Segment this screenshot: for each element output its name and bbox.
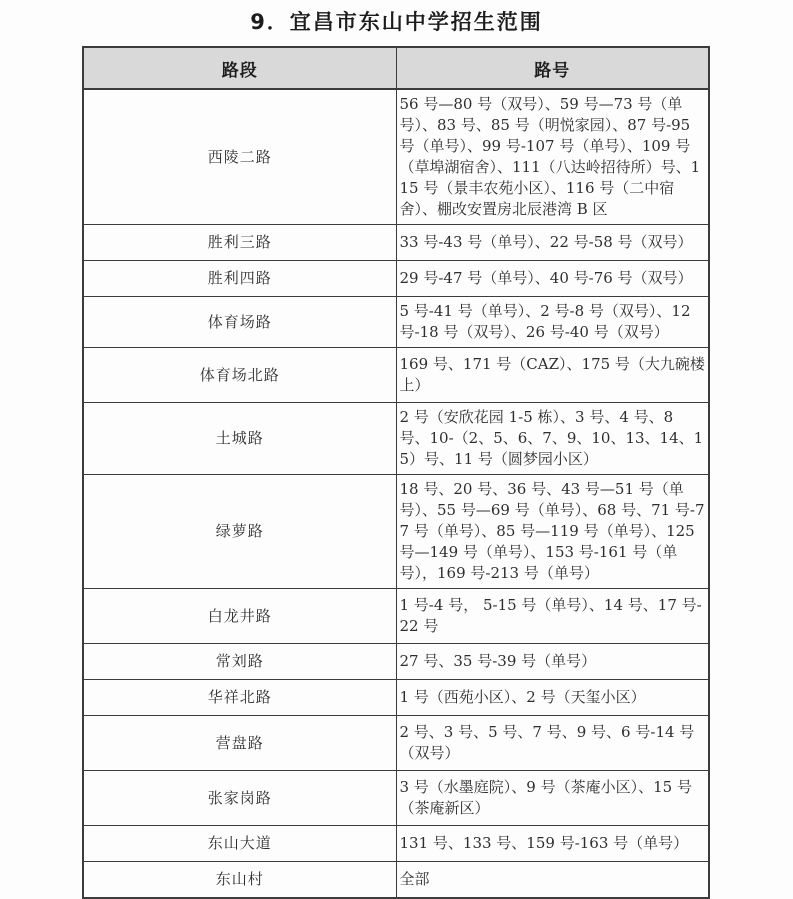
road-name-cell: 常刘路 bbox=[83, 644, 396, 680]
road-name-cell: 胜利四路 bbox=[83, 261, 396, 297]
road-name-cell: 东山村 bbox=[83, 862, 396, 899]
table-row bbox=[83, 680, 709, 716]
column-header-road-numbers: 路号 bbox=[396, 47, 709, 89]
column-header-road-section: 路段 bbox=[83, 47, 396, 89]
table-row bbox=[83, 826, 709, 862]
road-name-cell: 绿萝路 bbox=[83, 475, 396, 589]
table-header-row bbox=[83, 47, 709, 89]
road-name-cell: 张家岗路 bbox=[83, 771, 396, 826]
road-numbers-cell: 2 号（安欣花园 1-5 栋）、3 号、4 号、8 号、10-（2、5、6、7、9、10、13、14、15）号、11 号（圆梦园小区） bbox=[396, 403, 709, 475]
table-row bbox=[83, 862, 709, 899]
road-name-cell: 东山大道 bbox=[83, 826, 396, 862]
road-numbers-cell: 1 号-4 号， 5-15 号（单号）、14 号、17 号-22 号 bbox=[396, 589, 709, 644]
road-name-cell: 华祥北路 bbox=[83, 680, 396, 716]
road-numbers-cell: 56 号—80 号（双号）、59 号—73 号（单号）、83 号、85 号（明悦家园）、87 号-95 号（单号）、99 号-107 号（单号）、109 号（草埠湖宿舍）、111（八达岭招待所）号、115 号（景丰农苑小区）、116 号（二中宿舍）、棚改安置房北辰港湾 B 区 bbox=[396, 89, 709, 225]
table-row bbox=[83, 297, 709, 348]
road-numbers-cell: 131 号、133 号、159 号-163 号（单号） bbox=[396, 826, 709, 862]
road-name-cell: 体育场北路 bbox=[83, 348, 396, 403]
table-row bbox=[83, 475, 709, 589]
table-row bbox=[83, 716, 709, 771]
table-row bbox=[83, 644, 709, 680]
road-numbers-cell: 18 号、20 号、36 号、43 号—51 号（单号）、55 号—69 号（单号）、68 号、71 号-77 号（单号）、85 号—119 号（单号）、125 号—149 号（单号）、153 号-161 号（单号），169 号-213 号（单号） bbox=[396, 475, 709, 589]
table-row bbox=[83, 589, 709, 644]
table-row bbox=[83, 771, 709, 826]
road-numbers-cell: 33 号-43 号（单号）、22 号-58 号（双号） bbox=[396, 225, 709, 261]
road-name-cell: 土城路 bbox=[83, 403, 396, 475]
road-numbers-cell: 27 号、35 号-39 号（单号） bbox=[396, 644, 709, 680]
page-title: 9．宜昌市东山中学招生范围 bbox=[250, 10, 543, 34]
road-name-cell: 营盘路 bbox=[83, 716, 396, 771]
road-numbers-cell: 3 号（水墨庭院）、9 号（茶庵小区）、15 号（茶庵新区） bbox=[396, 771, 709, 826]
table-row bbox=[83, 403, 709, 475]
table-row bbox=[83, 348, 709, 403]
enrollment-range-table bbox=[82, 46, 710, 899]
road-numbers-cell: 5 号-41 号（单号）、2 号-8 号（双号）、12 号-18 号（双号）、26 号-40 号（双号） bbox=[396, 297, 709, 348]
road-name-cell: 西陵二路 bbox=[83, 89, 396, 225]
road-numbers-cell: 2 号、3 号、5 号、7 号、9 号、6 号-14 号（双号） bbox=[396, 716, 709, 771]
table-row bbox=[83, 225, 709, 261]
table-row bbox=[83, 261, 709, 297]
table-row bbox=[83, 89, 709, 225]
road-name-cell: 胜利三路 bbox=[83, 225, 396, 261]
road-numbers-cell: 29 号-47 号（单号）、40 号-76 号（双号） bbox=[396, 261, 709, 297]
road-name-cell: 白龙井路 bbox=[83, 589, 396, 644]
road-numbers-cell: 全部 bbox=[396, 862, 709, 899]
road-numbers-cell: 169 号、171 号（CAZ）、175 号（大九碗楼上） bbox=[396, 348, 709, 403]
road-name-cell: 体育场路 bbox=[83, 297, 396, 348]
road-numbers-cell: 1 号（西苑小区）、2 号（天玺小区） bbox=[396, 680, 709, 716]
